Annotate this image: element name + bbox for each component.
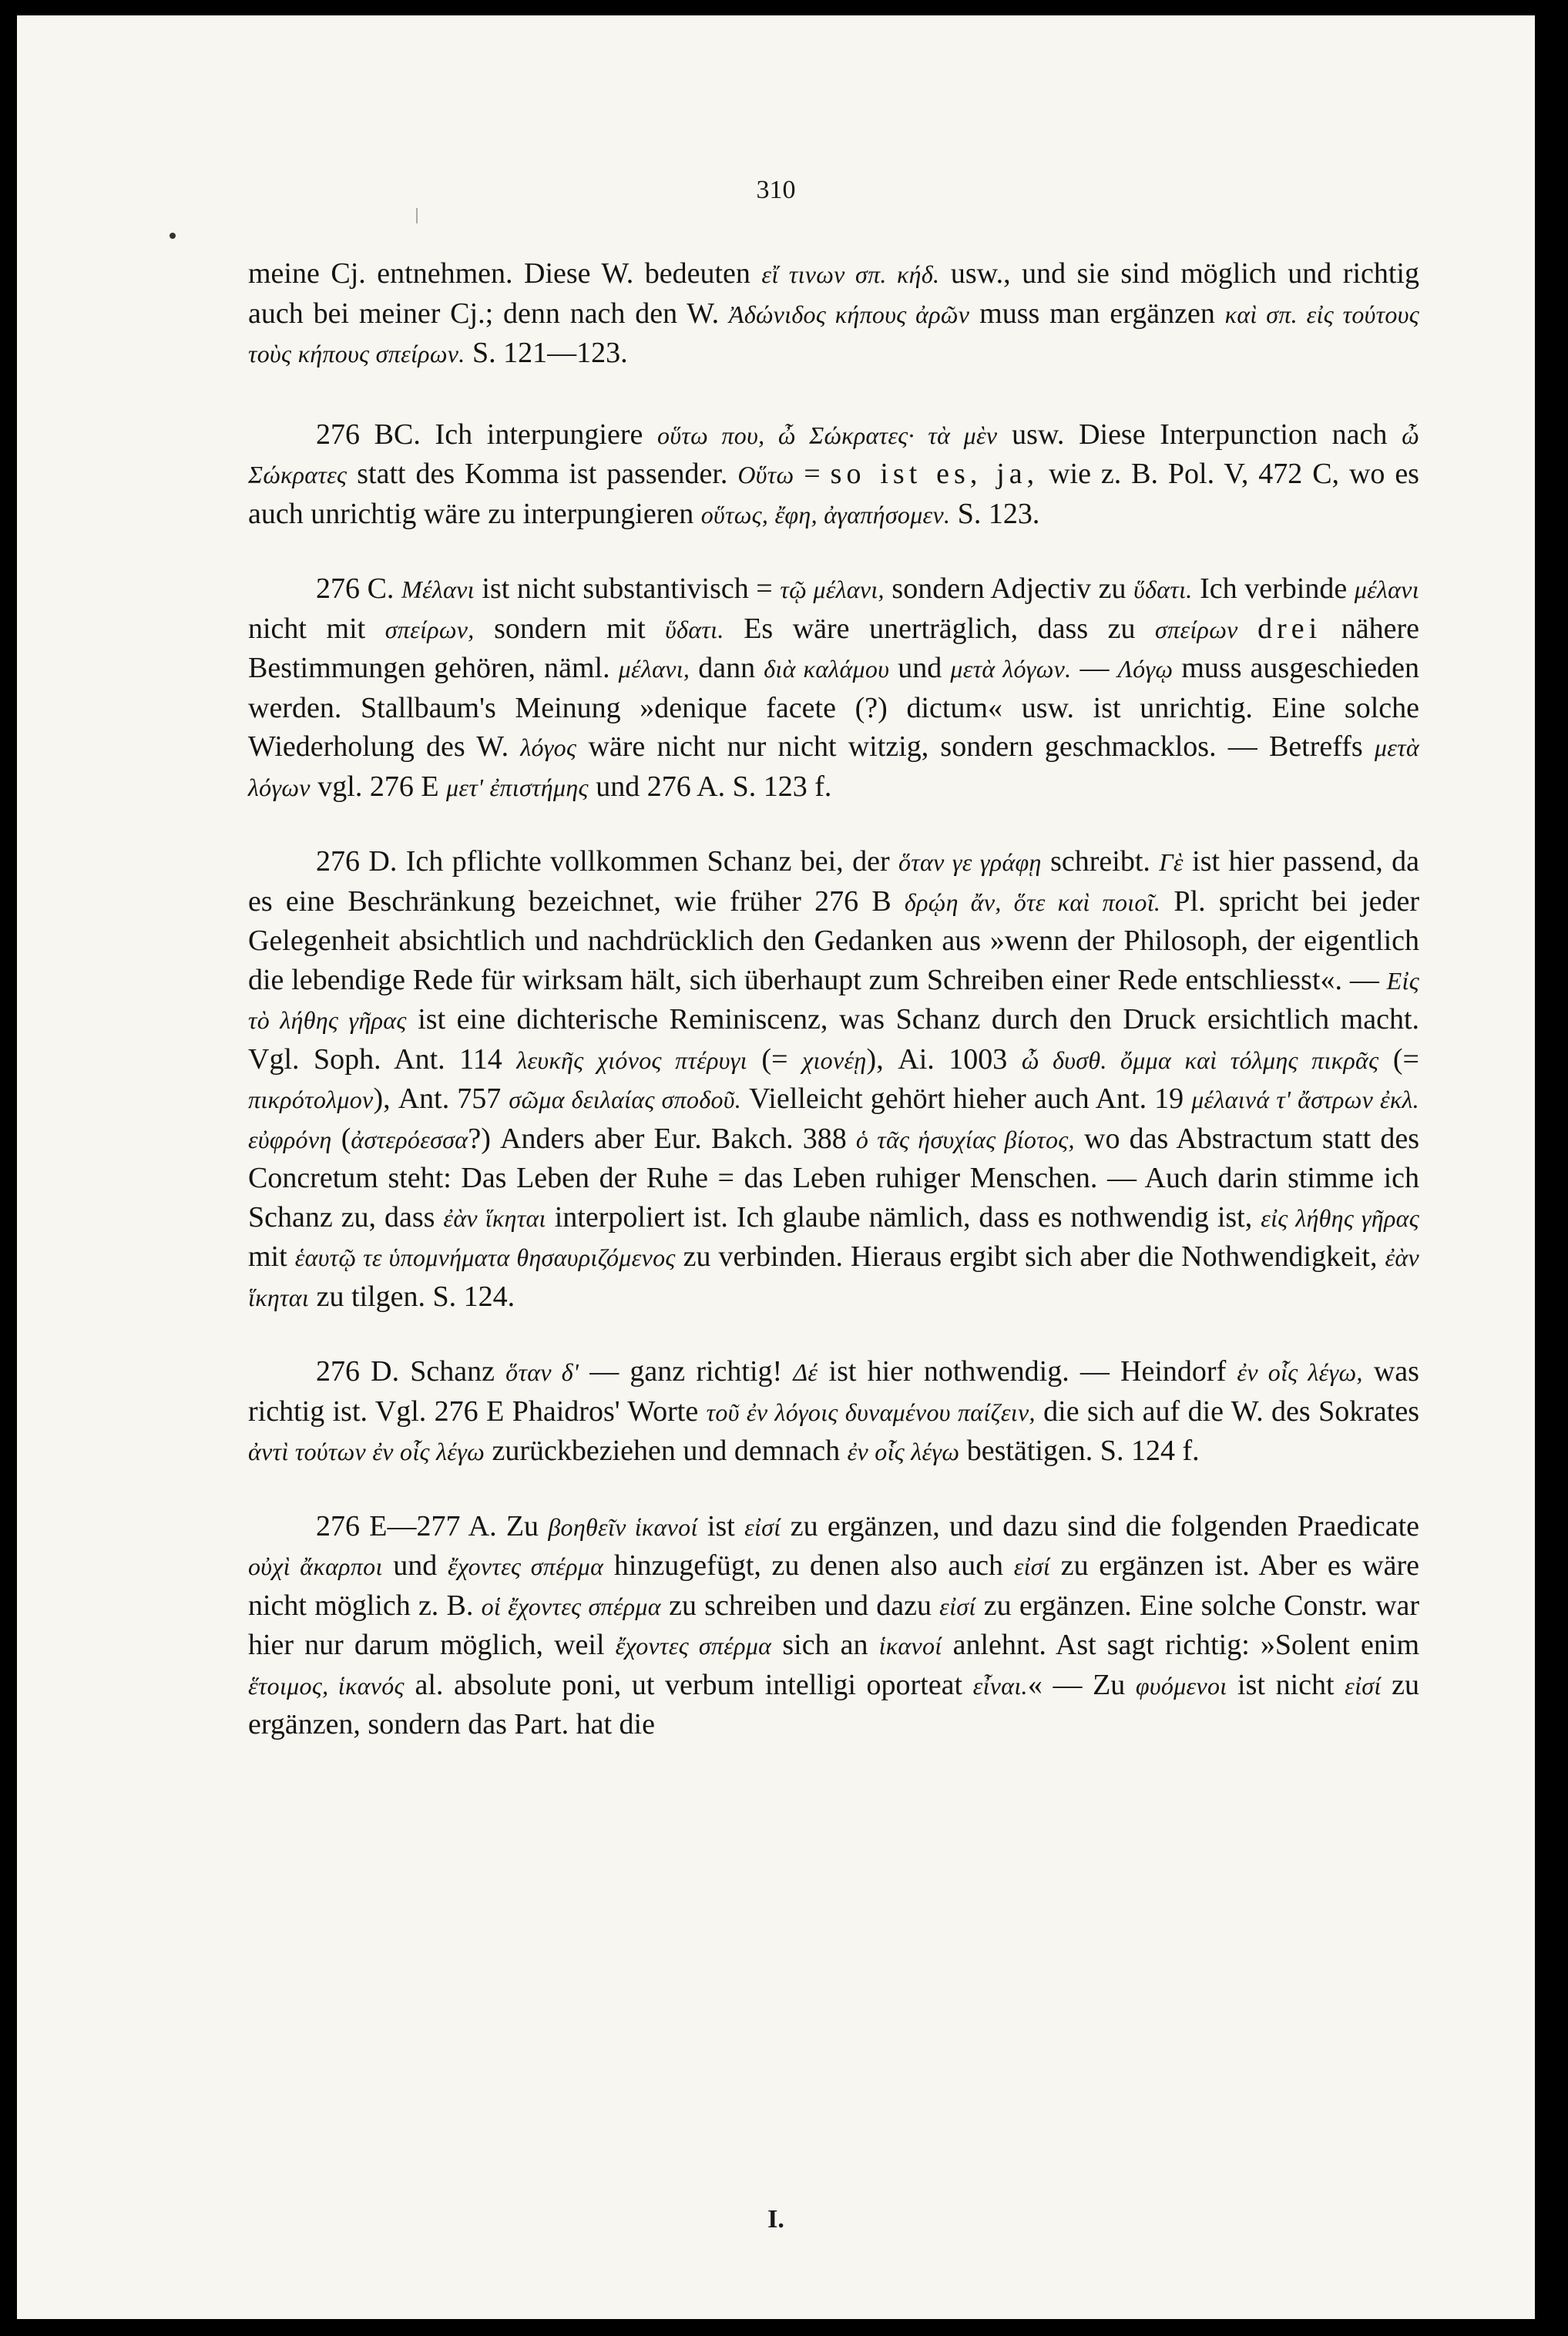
greek-citation: ὦ δυσθ. ὄμμα καὶ τόλμης πικρᾶς (1021, 1045, 1379, 1074)
spaced-emphasis: so ist es, ja, (830, 458, 1039, 490)
greek-citation: μετὰ λόγων. (950, 655, 1072, 683)
greek-citation: λευκῆς χιόνος πτέρυγι (516, 1045, 747, 1074)
text-run: die sich auf die W. des Sokrates (1035, 1395, 1420, 1428)
greek-citation: οὕτως, ἔφη, ἀγαπήσομεν. (700, 500, 951, 529)
text-run: zu tilgen. S. 124. (309, 1280, 515, 1313)
text-run: ?) Anders aber Eur. Bakch. 388 (468, 1122, 856, 1155)
text-run: ist nicht substantivisch = (474, 572, 781, 605)
text-run: vgl. 276 E (310, 770, 447, 803)
greek-citation: ἐὰν ἵκηται (443, 1203, 546, 1232)
text-run: sich an (771, 1629, 879, 1661)
greek-citation: εἰς λήθης γῆρας (1261, 1203, 1420, 1232)
text-run: 276 D. Ich pflichte vollkommen Schanz bei, der (316, 845, 898, 878)
text-run: zu ergänzen, sondern das Part. hat die (248, 1668, 1420, 1740)
text-run: 276 BC. Ich interpungiere (316, 418, 658, 451)
text-run: dann (690, 652, 764, 684)
text-run: bestätigen. S. 124 f. (959, 1435, 1200, 1467)
text-run: ist hier passend, da es eine Beschränkung bezeichnet, wie früher 276 B (248, 845, 1419, 918)
text-run: usw. Diese Interpunction nach (997, 418, 1402, 451)
greek-citation: εἰσί (744, 1512, 781, 1541)
text-run: (= (747, 1042, 803, 1076)
greek-citation: σῶμα δειλαίας σποδοῦ. (509, 1086, 742, 1113)
greek-citation: εἰσί (1345, 1671, 1382, 1700)
text-run: interpoliert ist. Ich glaube nämlich, dass es nothwendig ist, (546, 1200, 1261, 1233)
greek-citation: ὕδατι. (1133, 576, 1193, 603)
greek-citation: σπείρων, (384, 615, 475, 643)
book-page (17, 15, 1535, 2319)
greek-citation: χιονέῃ (802, 1045, 867, 1074)
greek-citation: ἔχοντες σπέρμα (447, 1552, 604, 1580)
greek-citation: ὁ τᾶς ἡσυχίας βίοτος, (855, 1125, 1075, 1153)
paragraph (248, 842, 1419, 1317)
greek-citation: σπείρων (1155, 615, 1238, 643)
greek-citation: οὕτω που, ὦ Σώκρατες· τὰ μὲν (657, 421, 998, 449)
text-run: — ganz richtig! (579, 1355, 794, 1388)
text-run: wäre nicht nur nicht witzig, sondern geschmacklos. — Betreffs (576, 730, 1375, 763)
text-run: ist hier nothwendig. — Heindorf (818, 1355, 1237, 1388)
text-run: al. absolute poni, ut verbum intelligi oporteat (404, 1668, 973, 1701)
greek-citation: ἐὰν ἵκηται (248, 1244, 1420, 1311)
text-run: wie z. B. Pol. V, 472 C, wo es auch unrichtig wäre zu interpungieren (248, 458, 1419, 530)
greek-citation: Εἰς τὸ λήθης γῆρας (248, 966, 1419, 1034)
greek-citation: βοηθεῖν ἱκανοί (548, 1512, 698, 1541)
text-run: (= (1378, 1042, 1419, 1076)
text-run: ( (331, 1122, 351, 1155)
greek-citation: ἕτοιμος, ἱκανός (248, 1671, 405, 1700)
greek-citation: διὰ καλάμου (764, 655, 890, 683)
greek-citation: πικρότολμον (248, 1086, 374, 1113)
scan-mark (416, 208, 418, 223)
text-run: und (889, 652, 951, 684)
greek-citation: λόγος (520, 733, 577, 761)
greek-citation: ὅταν γε γράφῃ (898, 848, 1042, 876)
greek-citation: Λόγῳ (1117, 655, 1173, 683)
greek-citation: τῷ μέλανι, (780, 576, 885, 603)
greek-citation: ἐν οἷς λέγω (847, 1438, 960, 1465)
greek-citation: δρῴη ἄν, ὅτε καὶ ποιοῖ. (904, 888, 1161, 916)
text-run: ist eine dichterische Reminiscenz, was Schanz durch den Druck ersichtlich macht. Vgl. Soph. Ant. 114 (248, 1003, 1420, 1076)
text-run: S. 121—123. (465, 337, 628, 369)
greek-citation: Γὲ (1159, 848, 1184, 876)
text-run: 276 D. Schanz (316, 1355, 506, 1388)
text-run: S. 123. (950, 497, 1040, 530)
text-run: Vielleicht gehört hieher auch Ant. 19 (741, 1082, 1192, 1115)
text-run: zurückbeziehen und demnach (485, 1435, 848, 1467)
text-run: = (794, 458, 831, 490)
greek-citation: ὕδατι. (665, 615, 724, 643)
text-run: Pl. spricht bei jeder Gelegenheit absichtlich und nachdrücklich den Gedanken aus »wenn der Philosoph, der eigentlich die lebendige Rede für wirksam hält, sich überhaupt zum Schreiben einer Rede entschliesst«. — (248, 884, 1420, 996)
text-run: statt des Komma ist passender. (347, 458, 738, 490)
paragraph (248, 254, 1419, 374)
text-run: zu ergänzen ist. Aber es wäre nicht möglich z. B. (248, 1549, 1420, 1622)
text-run: zu ergänzen, und dazu sind die folgenden Praedicate (781, 1509, 1419, 1542)
greek-citation: οὐχὶ ἄκαρποι (248, 1552, 383, 1580)
text-run: — (1071, 652, 1118, 684)
text-run: zu ergänzen. Eine solche Constr. war hier nur darum möglich, weil (248, 1589, 1420, 1661)
text-run: meine Cj. entnehmen. Diese W. bedeuten (248, 257, 762, 290)
greek-citation: ἀντὶ τούτων ἐν οἷς λέγω (248, 1438, 485, 1465)
text-run: sondern Adjectiv zu (884, 572, 1134, 605)
text-run: ), Ant. 757 (373, 1082, 509, 1115)
greek-citation: εἴ τινων σπ. κήδ. (761, 260, 940, 288)
scan-dot (170, 233, 176, 239)
greek-citation: ὅταν δ' (505, 1358, 579, 1386)
greek-citation: ὦ Σώκρατες (248, 421, 1419, 488)
text-run: zu verbinden. Hieraus ergibt sich aber die Nothwendigkeit, (675, 1240, 1385, 1273)
spaced-emphasis: drei (1257, 612, 1322, 645)
greek-citation: μετὰ λόγων (248, 733, 1420, 801)
text-run: und 276 A. S. 123 f. (588, 770, 832, 803)
greek-citation: φυόμενοι (1135, 1671, 1227, 1700)
text-run: nicht mit (248, 612, 385, 645)
signature-mark: I. (767, 2205, 784, 2234)
text-run: muss ausgeschieden werden. Stallbaum's Meinung »denique facete (?) dictum« usw. ist unrichtig. Eine solche Wiederholung des W. (248, 652, 1420, 763)
text-run: ist nicht (1227, 1668, 1345, 1701)
greek-citation: ἱκανοί (878, 1632, 942, 1660)
greek-citation: ἑαυτῷ τε ὑπομνήματα θησαυριζόμενος (294, 1244, 676, 1271)
text-run: nähere Bestimmungen gehören, näml. (248, 612, 1420, 684)
paragraph (248, 569, 1419, 807)
text-run: usw., und sie sind möglich und richtig auch bei meiner Cj.; denn nach den W. (248, 257, 1419, 330)
paragraph (248, 1352, 1419, 1472)
page-number: 310 (756, 176, 796, 204)
text-run: hinzugefügt, zu denen also auch (603, 1549, 1014, 1582)
greek-citation: μετ' ἐπιστήμης (446, 773, 589, 801)
text-run: 276 E—277 A. Zu (316, 1509, 549, 1542)
text-run: ist (697, 1509, 745, 1542)
greek-citation: Οὕτω (737, 461, 794, 488)
body-text (248, 254, 1419, 1780)
text-run: was richtig ist. Vgl. 276 E Phaidros' Worte (248, 1355, 1419, 1428)
text-run: ), Ai. 1003 (866, 1042, 1022, 1076)
text-run (1238, 613, 1258, 645)
greek-citation: τοῦ ἐν λόγοις δυναμένου παίζειν, (706, 1398, 1036, 1426)
text-run: schreibt. (1041, 845, 1160, 878)
greek-citation: ἔχοντες σπέρμα (615, 1632, 772, 1660)
greek-citation: ἐν οἷς λέγω, (1237, 1358, 1363, 1386)
greek-citation: εἰσί (1013, 1552, 1051, 1580)
greek-citation: μέλαινά τ' ἄστρων ἐκλ. εὐφρόνη (248, 1086, 1419, 1153)
text-run: anlehnt. Ast sagt richtig: »Solent enim (942, 1629, 1420, 1661)
text-run: sondern mit (474, 612, 666, 645)
greek-citation: οἱ ἔχοντες σπέρμα (481, 1592, 661, 1620)
greek-citation: Ἀδώνιδος κήπους ἀρῶν (729, 300, 970, 328)
paragraph (248, 415, 1419, 535)
text-run: Es wäre unerträglich, dass zu (724, 612, 1156, 645)
greek-citation: εἶναι. (972, 1671, 1028, 1700)
text-run: mit (248, 1240, 295, 1273)
text-run: 276 C. (316, 572, 401, 605)
greek-citation: Δέ (793, 1358, 818, 1386)
text-run: muss man ergänzen (969, 297, 1225, 330)
text-run: zu schreiben und dazu (660, 1589, 940, 1622)
greek-citation: μέλανι (1354, 576, 1419, 603)
greek-citation: καὶ σπ. εἰς τούτους τοὺς κήπους σπείρων. (248, 300, 1419, 368)
text-run: und (382, 1549, 448, 1582)
greek-citation: ἀστερόεσσα (351, 1125, 468, 1153)
greek-citation: Μέλανι (401, 576, 475, 603)
text-run: Ich verbinde (1192, 572, 1355, 605)
greek-citation: μέλανι, (618, 655, 690, 683)
text-run: wo das Abstractum statt des Concretum steht: Das Leben der Ruhe = das Leben ruhiger Menschen. — Auch darin stimme ich Schanz zu, dass (248, 1122, 1419, 1233)
paragraph (248, 1507, 1419, 1744)
greek-citation: εἰσί (939, 1592, 976, 1620)
text-run: « — Zu (1027, 1668, 1136, 1701)
